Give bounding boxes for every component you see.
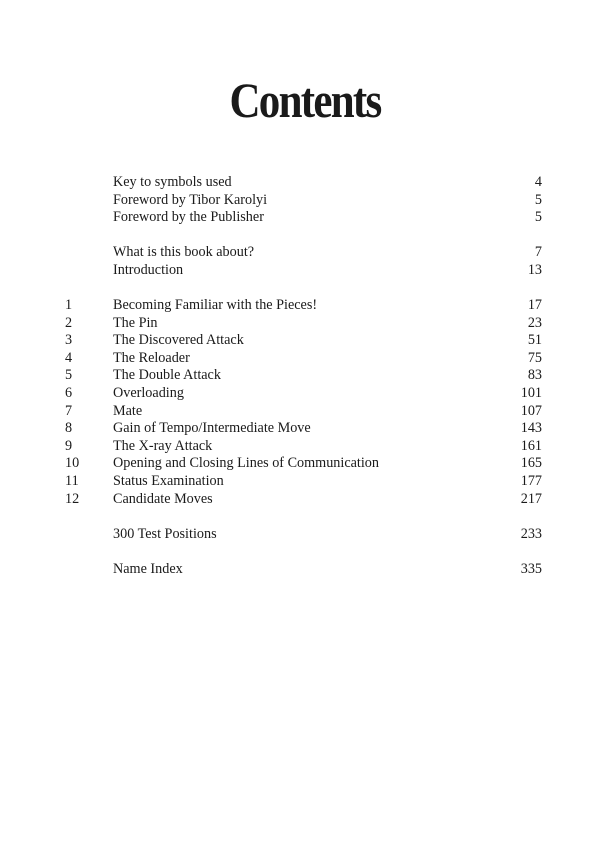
page-number: 107	[520, 402, 542, 419]
chapter-number: 3	[65, 332, 73, 349]
page-number: 7	[534, 244, 542, 261]
chapter-number: 5	[65, 367, 73, 384]
entry-title: Mate	[113, 402, 143, 419]
entry-title: The Double Attack	[113, 367, 221, 384]
entry-title: Becoming Familiar with the Pieces!	[113, 296, 318, 313]
page-number: 4	[534, 174, 542, 190]
toc-entry[interactable]	[0, 491, 600, 509]
page-number: 165	[520, 455, 542, 472]
entry-title: Gain of Tempo/Intermediate Move	[113, 420, 311, 437]
chapter-number: 4	[65, 349, 73, 366]
page-number: 17	[527, 296, 542, 313]
entry-title: Foreword by Tibor Karolyi	[113, 191, 268, 208]
page-number: 143	[520, 420, 542, 437]
page-number: 51	[527, 332, 542, 349]
entry-title: The Reloader	[113, 349, 190, 366]
toc-entry[interactable]	[0, 262, 600, 280]
entry-title: Candidate Moves	[113, 490, 213, 507]
toc-entry[interactable]	[0, 244, 600, 262]
toc-entry[interactable]	[0, 403, 600, 421]
toc-group	[0, 174, 600, 227]
toc-entry[interactable]	[0, 209, 600, 227]
chapter-number: 2	[65, 314, 73, 331]
toc-entry[interactable]	[0, 561, 600, 579]
page-number: 75	[527, 349, 542, 366]
page-number: 233	[520, 525, 542, 542]
toc-entry[interactable]	[0, 438, 600, 456]
page-number: 161	[520, 437, 542, 454]
page-number: 23	[527, 314, 542, 331]
entry-title: 300 Test Positions	[113, 525, 217, 542]
entry-title: Opening and Closing Lines of Communication	[113, 455, 379, 472]
page-number: 83	[527, 367, 542, 384]
entry-title: What is this book about?	[113, 244, 255, 261]
toc-group	[0, 561, 600, 579]
toc-group	[0, 297, 600, 508]
entry-title: The Pin	[113, 314, 158, 331]
toc-entry[interactable]	[0, 455, 600, 473]
toc-entry[interactable]	[0, 332, 600, 350]
page-number: 177	[520, 472, 542, 489]
chapter-number: 11	[65, 472, 79, 489]
entry-title: Key to symbols used	[113, 174, 232, 190]
toc-entry[interactable]	[0, 420, 600, 438]
toc-entry[interactable]	[0, 192, 600, 210]
chapter-number: 8	[65, 420, 73, 437]
entry-title: The X-ray Attack	[113, 437, 213, 454]
toc-group	[0, 244, 600, 279]
table-of-contents	[0, 174, 600, 596]
entry-title: Status Examination	[113, 472, 224, 489]
page-number: 101	[520, 384, 542, 401]
page-number: 13	[527, 261, 542, 278]
toc-entry[interactable]	[0, 473, 600, 491]
toc-entry[interactable]	[0, 526, 600, 544]
chapter-number: 7	[65, 402, 73, 419]
entry-title: Overloading	[113, 384, 184, 401]
page-number: 5	[534, 191, 542, 208]
page-number: 335	[520, 560, 542, 577]
entry-title: The Discovered Attack	[113, 332, 244, 349]
toc-entry[interactable]	[0, 297, 600, 315]
entry-title: Introduction	[113, 261, 184, 278]
toc-entry[interactable]	[0, 385, 600, 403]
toc-entry[interactable]	[0, 367, 600, 385]
toc-entry[interactable]	[0, 315, 600, 333]
chapter-number: 1	[65, 296, 73, 313]
entry-title: Foreword by the Publisher	[113, 209, 264, 226]
chapter-number: 6	[65, 384, 73, 401]
chapter-number: 10	[65, 455, 80, 472]
page-number: 217	[520, 490, 542, 507]
page-title: Contents	[229, 72, 381, 128]
toc-group	[0, 526, 600, 544]
entry-title: Name Index	[113, 560, 183, 577]
page-number: 5	[534, 209, 542, 226]
toc-entry[interactable]	[0, 174, 600, 192]
toc-entry[interactable]	[0, 350, 600, 368]
chapter-number: 9	[65, 437, 73, 454]
chapter-number: 12	[65, 490, 80, 507]
